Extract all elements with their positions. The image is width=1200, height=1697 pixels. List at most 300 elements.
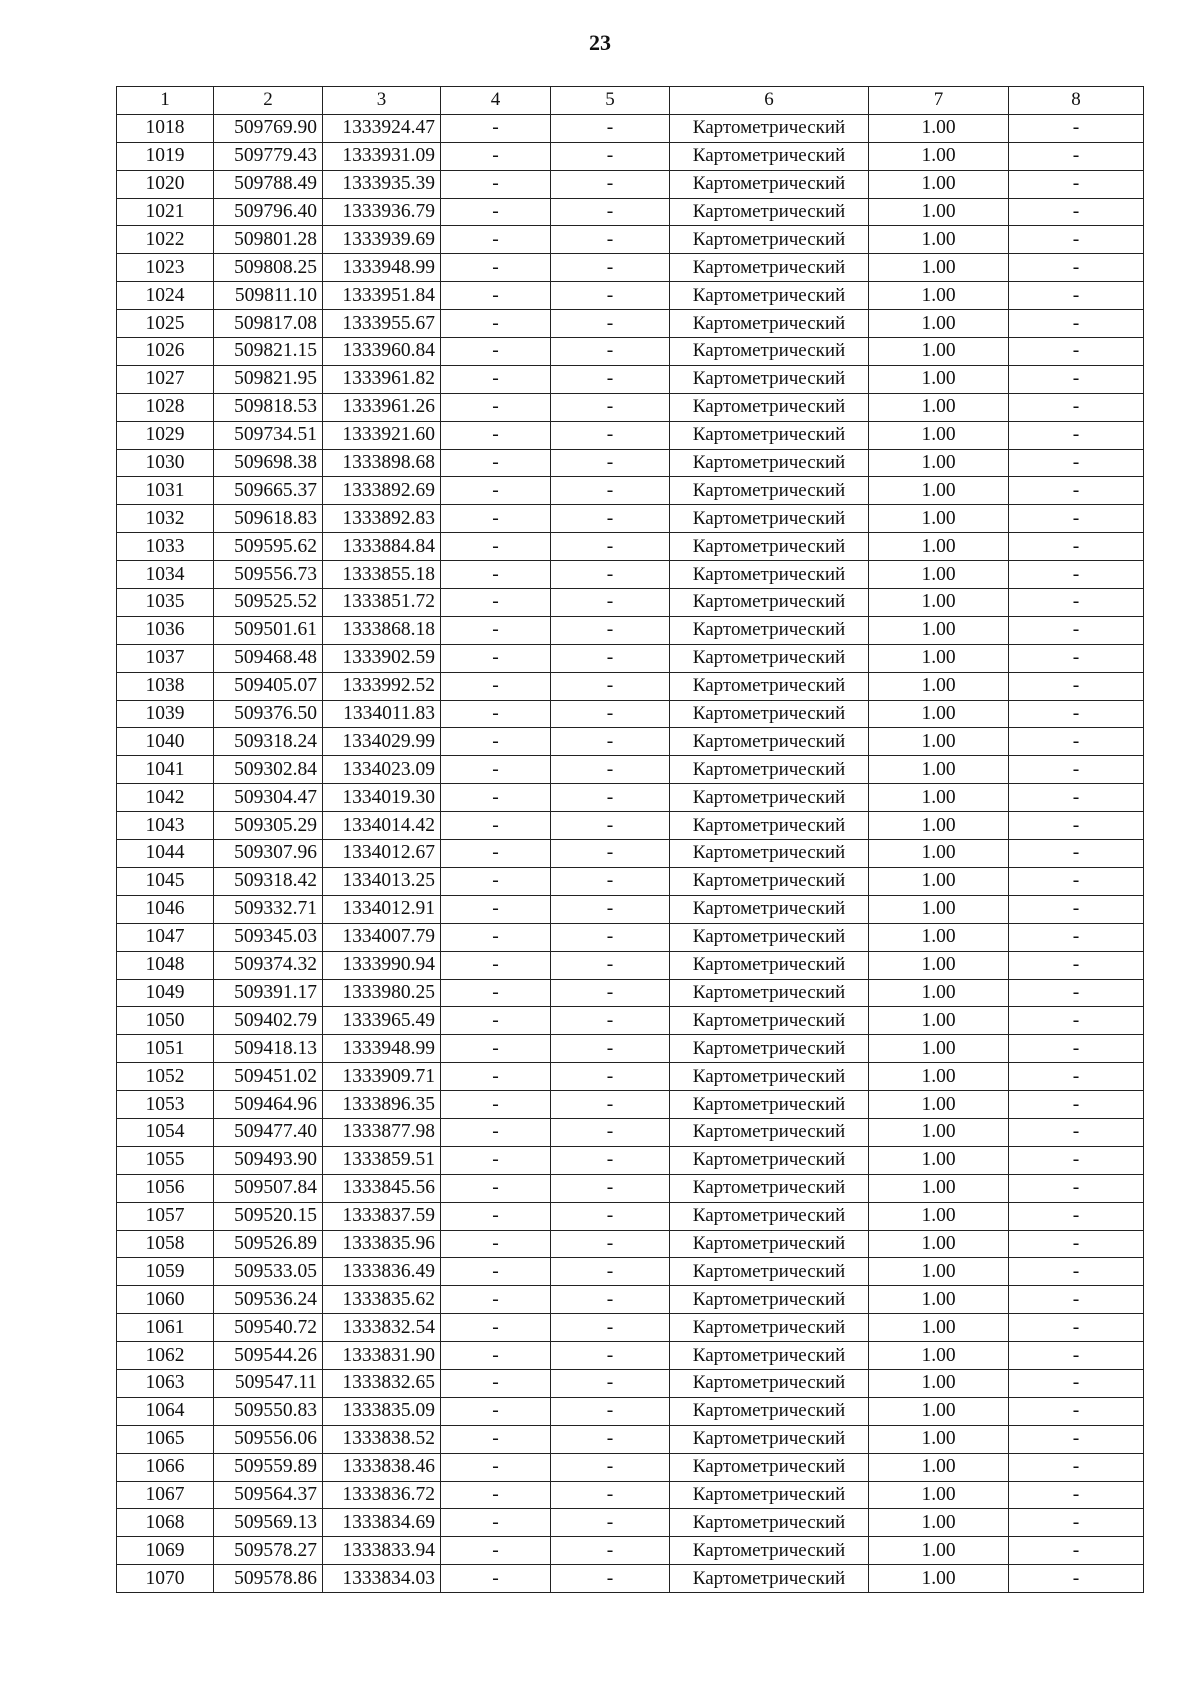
cell-point-number: 1063 [117,1369,214,1397]
table-row [117,1286,1144,1314]
cell-y-coordinate: 1334011.83 [323,700,441,728]
cell-col-8: - [1009,1174,1144,1202]
cell-col-8: - [1009,1342,1144,1370]
cell-col-4: - [441,589,551,617]
cell-col-5: - [551,756,670,784]
cell-col-5: - [551,979,670,1007]
cell-accuracy: 1.00 [869,393,1009,421]
cell-x-coordinate: 509464.96 [214,1091,323,1119]
cell-col-8: - [1009,170,1144,198]
cell-point-number: 1029 [117,421,214,449]
cell-x-coordinate: 509451.02 [214,1063,323,1091]
cell-col-8: - [1009,700,1144,728]
cell-y-coordinate: 1333961.26 [323,393,441,421]
cell-accuracy: 1.00 [869,421,1009,449]
cell-col-8: - [1009,1286,1144,1314]
cell-point-number: 1067 [117,1481,214,1509]
cell-method: Картометрический [670,840,869,868]
cell-col-4: - [441,1453,551,1481]
cell-col-5: - [551,1258,670,1286]
cell-point-number: 1049 [117,979,214,1007]
cell-accuracy: 1.00 [869,505,1009,533]
cell-point-number: 1018 [117,114,214,142]
cell-point-number: 1038 [117,672,214,700]
cell-point-number: 1051 [117,1035,214,1063]
cell-x-coordinate: 509302.84 [214,756,323,784]
cell-y-coordinate: 1333832.65 [323,1369,441,1397]
cell-col-4: - [441,1425,551,1453]
table-row [117,310,1144,338]
cell-col-4: - [441,561,551,589]
table-row [117,728,1144,756]
cell-col-5: - [551,923,670,951]
cell-col-8: - [1009,421,1144,449]
cell-point-number: 1055 [117,1146,214,1174]
cell-col-4: - [441,979,551,1007]
cell-col-4: - [441,1202,551,1230]
cell-y-coordinate: 1334012.67 [323,840,441,868]
cell-y-coordinate: 1333898.68 [323,449,441,477]
cell-col-5: - [551,1202,670,1230]
column-header: 7 [869,87,1009,115]
cell-point-number: 1044 [117,840,214,868]
cell-point-number: 1054 [117,1118,214,1146]
table-row [117,282,1144,310]
cell-col-8: - [1009,672,1144,700]
table-row [117,114,1144,142]
cell-method: Картометрический [670,895,869,923]
cell-point-number: 1032 [117,505,214,533]
cell-accuracy: 1.00 [869,1369,1009,1397]
cell-col-5: - [551,1425,670,1453]
cell-y-coordinate: 1333859.51 [323,1146,441,1174]
cell-point-number: 1042 [117,784,214,812]
cell-accuracy: 1.00 [869,756,1009,784]
cell-col-4: - [441,1537,551,1565]
cell-col-8: - [1009,951,1144,979]
table-row [117,1174,1144,1202]
cell-accuracy: 1.00 [869,1146,1009,1174]
cell-y-coordinate: 1333948.99 [323,1035,441,1063]
table-row [117,1146,1144,1174]
cell-x-coordinate: 509788.49 [214,170,323,198]
cell-x-coordinate: 509533.05 [214,1258,323,1286]
table-row [117,840,1144,868]
cell-col-5: - [551,589,670,617]
cell-col-4: - [441,812,551,840]
cell-method: Картометрический [670,1286,869,1314]
cell-y-coordinate: 1333833.94 [323,1537,441,1565]
cell-y-coordinate: 1333832.54 [323,1314,441,1342]
cell-x-coordinate: 509734.51 [214,421,323,449]
table-row [117,1565,1144,1593]
cell-accuracy: 1.00 [869,449,1009,477]
cell-col-5: - [551,1481,670,1509]
cell-col-8: - [1009,1481,1144,1509]
cell-method: Картометрический [670,1425,869,1453]
cell-col-5: - [551,1397,670,1425]
cell-col-5: - [551,1509,670,1537]
table-row [117,142,1144,170]
table-row [117,1537,1144,1565]
cell-point-number: 1020 [117,170,214,198]
table-row [117,867,1144,895]
cell-col-4: - [441,1286,551,1314]
column-header: 6 [670,87,869,115]
cell-col-8: - [1009,142,1144,170]
cell-point-number: 1070 [117,1565,214,1593]
cell-accuracy: 1.00 [869,867,1009,895]
cell-col-4: - [441,840,551,868]
cell-method: Картометрический [670,867,869,895]
cell-x-coordinate: 509332.71 [214,895,323,923]
cell-point-number: 1034 [117,561,214,589]
table-row [117,672,1144,700]
cell-point-number: 1030 [117,449,214,477]
cell-point-number: 1057 [117,1202,214,1230]
cell-accuracy: 1.00 [869,840,1009,868]
cell-col-8: - [1009,449,1144,477]
cell-x-coordinate: 509304.47 [214,784,323,812]
cell-method: Картометрический [670,1118,869,1146]
cell-x-coordinate: 509468.48 [214,644,323,672]
cell-accuracy: 1.00 [869,1007,1009,1035]
cell-x-coordinate: 509796.40 [214,198,323,226]
table-row [117,449,1144,477]
cell-y-coordinate: 1333992.52 [323,672,441,700]
cell-method: Картометрический [670,1481,869,1509]
cell-col-5: - [551,840,670,868]
cell-method: Картометрический [670,1314,869,1342]
cell-point-number: 1039 [117,700,214,728]
cell-col-8: - [1009,1314,1144,1342]
cell-col-5: - [551,533,670,561]
cell-y-coordinate: 1333961.82 [323,365,441,393]
cell-accuracy: 1.00 [869,338,1009,366]
cell-point-number: 1043 [117,812,214,840]
cell-y-coordinate: 1333855.18 [323,561,441,589]
table-row [117,979,1144,1007]
cell-accuracy: 1.00 [869,198,1009,226]
cell-col-5: - [551,421,670,449]
table-row [117,1314,1144,1342]
cell-y-coordinate: 1334007.79 [323,923,441,951]
cell-y-coordinate: 1333980.25 [323,979,441,1007]
cell-x-coordinate: 509550.83 [214,1397,323,1425]
table-row [117,644,1144,672]
cell-method: Картометрический [670,672,869,700]
cell-x-coordinate: 509808.25 [214,254,323,282]
cell-x-coordinate: 509569.13 [214,1509,323,1537]
cell-col-5: - [551,644,670,672]
cell-col-4: - [441,170,551,198]
cell-col-5: - [551,505,670,533]
cell-col-5: - [551,1537,670,1565]
cell-col-5: - [551,1007,670,1035]
cell-col-8: - [1009,393,1144,421]
cell-x-coordinate: 509779.43 [214,142,323,170]
cell-col-5: - [551,728,670,756]
cell-col-5: - [551,254,670,282]
table-row [117,616,1144,644]
cell-accuracy: 1.00 [869,310,1009,338]
cell-col-8: - [1009,867,1144,895]
cell-x-coordinate: 509507.84 [214,1174,323,1202]
cell-col-4: - [441,728,551,756]
cell-method: Картометрический [670,589,869,617]
cell-y-coordinate: 1333838.52 [323,1425,441,1453]
table-row [117,1369,1144,1397]
cell-accuracy: 1.00 [869,1314,1009,1342]
cell-point-number: 1037 [117,644,214,672]
cell-accuracy: 1.00 [869,1481,1009,1509]
cell-point-number: 1065 [117,1425,214,1453]
cell-method: Картометрический [670,784,869,812]
table-row [117,923,1144,951]
cell-point-number: 1050 [117,1007,214,1035]
cell-x-coordinate: 509595.62 [214,533,323,561]
cell-col-8: - [1009,198,1144,226]
cell-y-coordinate: 1334014.42 [323,812,441,840]
cell-col-4: - [441,1230,551,1258]
cell-x-coordinate: 509544.26 [214,1342,323,1370]
cell-y-coordinate: 1333834.03 [323,1565,441,1593]
cell-accuracy: 1.00 [869,1565,1009,1593]
cell-col-8: - [1009,1035,1144,1063]
cell-accuracy: 1.00 [869,672,1009,700]
cell-point-number: 1056 [117,1174,214,1202]
cell-col-5: - [551,1565,670,1593]
cell-accuracy: 1.00 [869,1174,1009,1202]
cell-accuracy: 1.00 [869,700,1009,728]
cell-accuracy: 1.00 [869,170,1009,198]
cell-accuracy: 1.00 [869,728,1009,756]
cell-col-4: - [441,393,551,421]
cell-method: Картометрический [670,1397,869,1425]
cell-y-coordinate: 1333884.84 [323,533,441,561]
cell-col-5: - [551,812,670,840]
cell-x-coordinate: 509405.07 [214,672,323,700]
cell-col-5: - [551,1369,670,1397]
table-row [117,756,1144,784]
cell-accuracy: 1.00 [869,1063,1009,1091]
cell-x-coordinate: 509665.37 [214,477,323,505]
cell-col-4: - [441,1035,551,1063]
cell-point-number: 1036 [117,616,214,644]
cell-x-coordinate: 509520.15 [214,1202,323,1230]
cell-point-number: 1060 [117,1286,214,1314]
cell-col-4: - [441,1146,551,1174]
cell-col-4: - [441,700,551,728]
table-row [117,365,1144,393]
cell-y-coordinate: 1333835.09 [323,1397,441,1425]
cell-col-4: - [441,895,551,923]
table-row [117,561,1144,589]
cell-method: Картометрический [670,310,869,338]
cell-accuracy: 1.00 [869,1118,1009,1146]
cell-col-4: - [441,784,551,812]
cell-col-8: - [1009,1118,1144,1146]
cell-col-8: - [1009,338,1144,366]
cell-accuracy: 1.00 [869,533,1009,561]
coordinates-table [116,86,1144,1593]
cell-method: Картометрический [670,338,869,366]
cell-x-coordinate: 509817.08 [214,310,323,338]
cell-col-8: - [1009,254,1144,282]
cell-col-8: - [1009,1091,1144,1119]
cell-method: Картометрический [670,477,869,505]
cell-y-coordinate: 1333851.72 [323,589,441,617]
cell-accuracy: 1.00 [869,1453,1009,1481]
cell-x-coordinate: 509418.13 [214,1035,323,1063]
cell-col-4: - [441,254,551,282]
cell-col-4: - [441,282,551,310]
cell-y-coordinate: 1333835.62 [323,1286,441,1314]
cell-point-number: 1040 [117,728,214,756]
cell-accuracy: 1.00 [869,812,1009,840]
cell-col-8: - [1009,728,1144,756]
cell-y-coordinate: 1333909.71 [323,1063,441,1091]
cell-col-5: - [551,1063,670,1091]
cell-method: Картометрический [670,1146,869,1174]
table-body [117,114,1144,1592]
cell-point-number: 1022 [117,226,214,254]
cell-accuracy: 1.00 [869,589,1009,617]
cell-accuracy: 1.00 [869,1397,1009,1425]
cell-point-number: 1045 [117,867,214,895]
cell-accuracy: 1.00 [869,1537,1009,1565]
cell-x-coordinate: 509556.73 [214,561,323,589]
cell-y-coordinate: 1333835.96 [323,1230,441,1258]
cell-method: Картометрический [670,700,869,728]
cell-y-coordinate: 1333845.56 [323,1174,441,1202]
cell-x-coordinate: 509578.27 [214,1537,323,1565]
cell-method: Картометрический [670,644,869,672]
cell-x-coordinate: 509376.50 [214,700,323,728]
cell-point-number: 1066 [117,1453,214,1481]
cell-x-coordinate: 509536.24 [214,1286,323,1314]
cell-x-coordinate: 509769.90 [214,114,323,142]
cell-col-8: - [1009,1509,1144,1537]
column-header: 4 [441,87,551,115]
cell-accuracy: 1.00 [869,1230,1009,1258]
table-row [117,1035,1144,1063]
cell-col-4: - [441,616,551,644]
cell-col-5: - [551,198,670,226]
cell-y-coordinate: 1334029.99 [323,728,441,756]
cell-x-coordinate: 509501.61 [214,616,323,644]
cell-x-coordinate: 509374.32 [214,951,323,979]
cell-accuracy: 1.00 [869,1258,1009,1286]
cell-col-5: - [551,114,670,142]
cell-point-number: 1021 [117,198,214,226]
cell-method: Картометрический [670,1174,869,1202]
cell-x-coordinate: 509402.79 [214,1007,323,1035]
cell-x-coordinate: 509547.11 [214,1369,323,1397]
cell-col-4: - [441,114,551,142]
cell-col-8: - [1009,1230,1144,1258]
cell-method: Картометрический [670,1509,869,1537]
cell-y-coordinate: 1333935.39 [323,170,441,198]
cell-method: Картометрический [670,1258,869,1286]
cell-x-coordinate: 509698.38 [214,449,323,477]
cell-y-coordinate: 1333834.69 [323,1509,441,1537]
cell-y-coordinate: 1333877.98 [323,1118,441,1146]
cell-col-8: - [1009,114,1144,142]
cell-col-5: - [551,1230,670,1258]
cell-accuracy: 1.00 [869,1425,1009,1453]
cell-accuracy: 1.00 [869,1342,1009,1370]
cell-col-5: - [551,616,670,644]
cell-col-5: - [551,895,670,923]
cell-col-5: - [551,867,670,895]
cell-col-8: - [1009,477,1144,505]
cell-method: Картометрический [670,979,869,1007]
table-row [117,477,1144,505]
cell-col-4: - [441,1509,551,1537]
cell-col-8: - [1009,923,1144,951]
cell-col-4: - [441,672,551,700]
cell-method: Картометрический [670,923,869,951]
cell-method: Картометрический [670,449,869,477]
cell-accuracy: 1.00 [869,1286,1009,1314]
cell-col-5: - [551,477,670,505]
cell-method: Картометрический [670,1453,869,1481]
table-row [117,1063,1144,1091]
cell-col-4: - [441,1314,551,1342]
cell-point-number: 1031 [117,477,214,505]
cell-x-coordinate: 509525.52 [214,589,323,617]
cell-x-coordinate: 509821.15 [214,338,323,366]
cell-method: Картометрический [670,226,869,254]
cell-accuracy: 1.00 [869,616,1009,644]
cell-point-number: 1052 [117,1063,214,1091]
cell-col-5: - [551,282,670,310]
cell-point-number: 1062 [117,1342,214,1370]
cell-col-5: - [551,1286,670,1314]
cell-accuracy: 1.00 [869,1509,1009,1537]
table-row [117,254,1144,282]
cell-x-coordinate: 509811.10 [214,282,323,310]
cell-col-8: - [1009,1397,1144,1425]
column-header: 5 [551,87,670,115]
cell-y-coordinate: 1333831.90 [323,1342,441,1370]
cell-col-4: - [441,1565,551,1593]
cell-col-4: - [441,365,551,393]
cell-point-number: 1027 [117,365,214,393]
cell-x-coordinate: 509305.29 [214,812,323,840]
cell-col-8: - [1009,1007,1144,1035]
cell-col-4: - [441,421,551,449]
cell-point-number: 1035 [117,589,214,617]
cell-accuracy: 1.00 [869,477,1009,505]
table-row [117,226,1144,254]
cell-accuracy: 1.00 [869,923,1009,951]
cell-col-5: - [551,672,670,700]
cell-method: Картометрический [670,393,869,421]
table-header [117,87,1144,115]
cell-col-5: - [551,1035,670,1063]
cell-method: Картометрический [670,1091,869,1119]
cell-col-4: - [441,142,551,170]
cell-col-4: - [441,1091,551,1119]
cell-x-coordinate: 509318.24 [214,728,323,756]
cell-point-number: 1046 [117,895,214,923]
cell-x-coordinate: 509578.86 [214,1565,323,1593]
cell-col-8: - [1009,1202,1144,1230]
cell-y-coordinate: 1333921.60 [323,421,441,449]
cell-col-8: - [1009,561,1144,589]
